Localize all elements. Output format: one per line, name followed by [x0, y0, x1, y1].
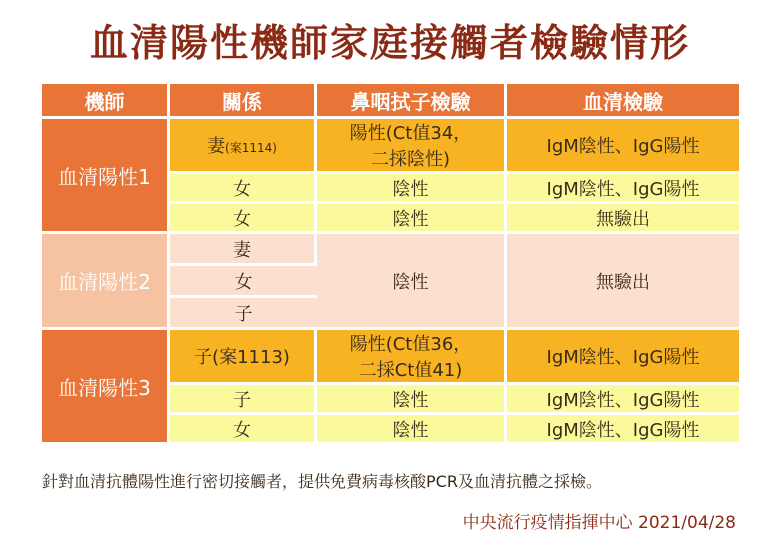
footnote: 針對血清抗體陽性進行密切接觸者，提供免費病毒核酸PCR及血清抗體之採檢。 [42, 472, 602, 491]
nasal-cell [317, 330, 507, 385]
relation-cell: 女 [170, 204, 317, 234]
header-serum-test: 血清檢驗 [507, 84, 739, 119]
group-label: 血清陽性2 [42, 234, 170, 330]
header-pilot: 機師 [42, 84, 170, 119]
table-header-row [42, 84, 739, 119]
relation-cell [170, 119, 317, 174]
page-title: 血清陽性機師家庭接觸者檢驗情形 [89, 21, 690, 65]
nasal-line: 二採陰性) [370, 149, 451, 170]
relation-cell: 女 [170, 415, 317, 445]
table-row [42, 119, 739, 174]
nasal-line: 陽性(Ct值34， [349, 123, 472, 144]
relation-text: 妻 [207, 136, 226, 157]
relation-cell: 子(案1113) [170, 330, 317, 385]
table-row [42, 234, 739, 266]
relation-cell: 子 [170, 385, 317, 415]
relation-cell: 女 [170, 266, 317, 298]
nasal-cell: 陰性 [317, 174, 507, 204]
serum-cell: IgM陰性、IgG陽性 [507, 119, 739, 174]
serum-cell: 無驗出 [507, 234, 739, 330]
group-label: 血清陽性3 [42, 330, 170, 445]
serum-cell: 無驗出 [507, 204, 739, 234]
header-relation: 關係 [170, 84, 317, 119]
nasal-cell: 陰性 [317, 204, 507, 234]
nasal-cell: 陰性 [317, 415, 507, 445]
serum-cell: IgM陰性、IgG陽性 [507, 330, 739, 385]
nasal-cell: 陰性 [317, 385, 507, 415]
relation-cell: 子 [170, 298, 317, 330]
nasal-line: 陽性(Ct值36， [349, 334, 472, 355]
table-row [42, 330, 739, 385]
serum-cell: IgM陰性、IgG陽性 [507, 174, 739, 204]
nasal-cell [317, 119, 507, 174]
relation-cell: 妻 [170, 234, 317, 266]
contact-test-table [42, 84, 739, 445]
source-credit: 中央流行疫情指揮中心 2021/04/28 [462, 513, 736, 533]
relation-cell: 女 [170, 174, 317, 204]
nasal-line: 二採Ct值41) [358, 360, 463, 381]
header-nasal-swab: 鼻咽拭子檢驗 [317, 84, 507, 119]
case-number: (案1114) [225, 141, 277, 155]
nasal-cell: 陰性 [317, 234, 507, 330]
serum-cell: IgM陰性、IgG陽性 [507, 385, 739, 415]
serum-cell: IgM陰性、IgG陽性 [507, 415, 739, 445]
group-label: 血清陽性1 [42, 119, 170, 234]
